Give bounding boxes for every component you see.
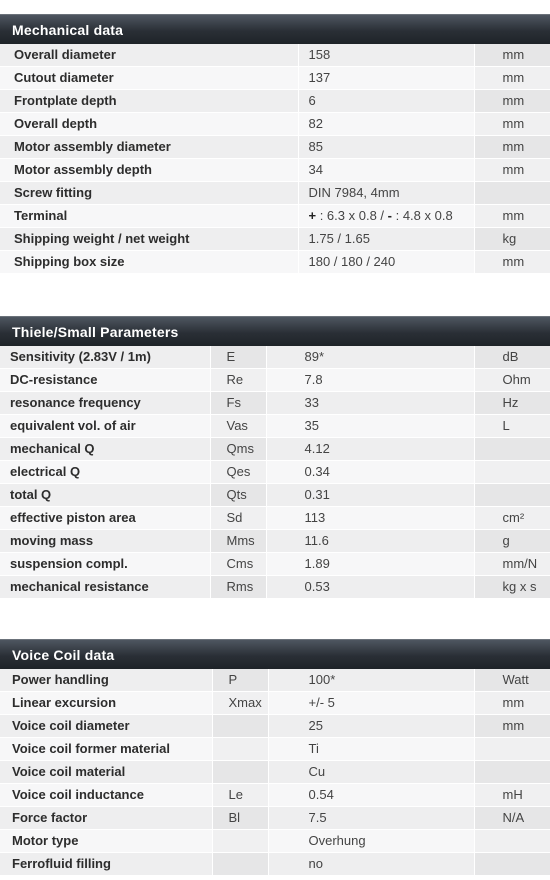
table-row	[0, 205, 550, 228]
row-label: effective piston area	[0, 507, 210, 530]
row-label: Screw fitting	[0, 182, 298, 205]
table-row	[0, 853, 550, 876]
table-row	[0, 67, 550, 90]
mechanical-data-table	[0, 44, 550, 274]
row-label: total Q	[0, 484, 210, 507]
row-unit: Hz	[474, 392, 550, 415]
row-value: 137	[298, 67, 474, 90]
row-symbol: Re	[210, 369, 266, 392]
table-row	[0, 90, 550, 113]
row-unit: Ohm	[474, 369, 550, 392]
table-row	[0, 113, 550, 136]
row-value: Overhung	[268, 830, 474, 853]
row-symbol: Mms	[210, 530, 266, 553]
table-row	[0, 784, 550, 807]
row-symbol	[212, 738, 268, 761]
row-symbol	[212, 761, 268, 784]
row-unit: kg x s	[474, 576, 550, 599]
row-symbol: Qes	[210, 461, 266, 484]
row-unit: Watt	[474, 669, 550, 692]
table-row	[0, 44, 550, 67]
row-label: mechanical Q	[0, 438, 210, 461]
row-unit: kg	[474, 228, 550, 251]
row-label: Frontplate depth	[0, 90, 298, 113]
row-label: Voice coil material	[0, 761, 212, 784]
row-symbol: Le	[212, 784, 268, 807]
row-value: 180 / 180 / 240	[298, 251, 474, 274]
table-row	[0, 692, 550, 715]
row-symbol: Qms	[210, 438, 266, 461]
row-unit: mH	[474, 784, 550, 807]
row-value: 0.53	[266, 576, 474, 599]
row-value: 89*	[266, 346, 474, 369]
voice-coil-section	[0, 639, 550, 876]
row-label: Voice coil former material	[0, 738, 212, 761]
table-row	[0, 438, 550, 461]
row-value: Ti	[268, 738, 474, 761]
row-symbol: Vas	[210, 415, 266, 438]
row-label: Shipping box size	[0, 251, 298, 274]
table-row	[0, 182, 550, 205]
row-value: 7.5	[268, 807, 474, 830]
row-value: 34	[298, 159, 474, 182]
table-row	[0, 807, 550, 830]
row-label: Power handling	[0, 669, 212, 692]
row-unit	[474, 761, 550, 784]
row-value: DIN 7984, 4mm	[298, 182, 474, 205]
row-unit: g	[474, 530, 550, 553]
row-unit: mm/N	[474, 553, 550, 576]
row-label: Ferrofluid filling	[0, 853, 212, 876]
table-row	[0, 415, 550, 438]
voice-coil-table	[0, 669, 550, 876]
table-row	[0, 159, 550, 182]
row-label: Motor assembly diameter	[0, 136, 298, 159]
row-label: equivalent vol. of air	[0, 415, 210, 438]
row-unit: mm	[474, 113, 550, 136]
row-label: Cutout diameter	[0, 67, 298, 90]
thiele-small-table	[0, 346, 550, 599]
row-symbol: E	[210, 346, 266, 369]
row-value: 7.8	[266, 369, 474, 392]
row-label: electrical Q	[0, 461, 210, 484]
row-unit: mm	[474, 159, 550, 182]
row-symbol: Rms	[210, 576, 266, 599]
table-row	[0, 715, 550, 738]
row-symbol: Sd	[210, 507, 266, 530]
row-symbol: Cms	[210, 553, 266, 576]
row-label: suspension compl.	[0, 553, 210, 576]
terminal-plus-symbol: +	[308, 208, 317, 223]
row-symbol	[212, 830, 268, 853]
row-label: Sensitivity (2.83V / 1m)	[0, 346, 210, 369]
row-unit: mm	[474, 715, 550, 738]
table-row	[0, 136, 550, 159]
row-unit: mm	[474, 90, 550, 113]
row-label: DC-resistance	[0, 369, 210, 392]
row-value: 1.89	[266, 553, 474, 576]
table-row	[0, 530, 550, 553]
row-value: 1.75 / 1.65	[298, 228, 474, 251]
row-label: Motor assembly depth	[0, 159, 298, 182]
thiele-small-section	[0, 316, 550, 599]
row-label: Voice coil diameter	[0, 715, 212, 738]
table-row	[0, 761, 550, 784]
row-value: 25	[268, 715, 474, 738]
row-symbol	[212, 853, 268, 876]
row-unit: L	[474, 415, 550, 438]
table-row	[0, 507, 550, 530]
row-unit	[474, 853, 550, 876]
row-label: mechanical resistance	[0, 576, 210, 599]
row-unit: mm	[474, 67, 550, 90]
row-value: 33	[266, 392, 474, 415]
row-value: 4.12	[266, 438, 474, 461]
thiele-small-title: Thiele/Small Parameters	[0, 316, 550, 346]
table-row	[0, 669, 550, 692]
table-row	[0, 392, 550, 415]
row-symbol: Bl	[212, 807, 268, 830]
row-label: moving mass	[0, 530, 210, 553]
row-symbol: P	[212, 669, 268, 692]
row-label: resonance frequency	[0, 392, 210, 415]
table-row	[0, 346, 550, 369]
row-value: 113	[266, 507, 474, 530]
table-row	[0, 251, 550, 274]
row-value: 0.34	[266, 461, 474, 484]
table-row	[0, 461, 550, 484]
table-row	[0, 830, 550, 853]
row-symbol: Fs	[210, 392, 266, 415]
row-value: 35	[266, 415, 474, 438]
row-label: Overall depth	[0, 113, 298, 136]
row-unit: mm	[474, 692, 550, 715]
row-label: Shipping weight / net weight	[0, 228, 298, 251]
row-symbol: Qts	[210, 484, 266, 507]
row-unit: mm	[474, 251, 550, 274]
row-symbol: Xmax	[212, 692, 268, 715]
terminal-minus-value: : 4.8 x 0.8	[391, 208, 453, 223]
row-value: 85	[298, 136, 474, 159]
mechanical-data-title: Mechanical data	[0, 14, 550, 44]
table-row	[0, 576, 550, 599]
row-value: 0.54	[268, 784, 474, 807]
table-row	[0, 228, 550, 251]
row-value	[298, 205, 474, 228]
row-unit	[474, 484, 550, 507]
terminal-plus-value: : 6.3 x 0.8 /	[316, 208, 388, 223]
row-unit: cm²	[474, 507, 550, 530]
row-label: Force factor	[0, 807, 212, 830]
row-label: Overall diameter	[0, 44, 298, 67]
row-value: 158	[298, 44, 474, 67]
mechanical-data-section	[0, 14, 550, 274]
row-label: Motor type	[0, 830, 212, 853]
row-value: 0.31	[266, 484, 474, 507]
table-row	[0, 738, 550, 761]
terminal-minus-symbol: -	[387, 208, 392, 223]
row-unit: N/A	[474, 807, 550, 830]
row-value: 100*	[268, 669, 474, 692]
row-unit	[474, 461, 550, 484]
row-value: 11.6	[266, 530, 474, 553]
row-value: no	[268, 853, 474, 876]
row-symbol	[212, 715, 268, 738]
row-unit: mm	[474, 44, 550, 67]
row-label: Voice coil inductance	[0, 784, 212, 807]
row-unit: mm	[474, 205, 550, 228]
table-row	[0, 553, 550, 576]
table-row	[0, 484, 550, 507]
row-unit: mm	[474, 136, 550, 159]
table-row	[0, 369, 550, 392]
row-value: 6	[298, 90, 474, 113]
row-value: 82	[298, 113, 474, 136]
row-unit	[474, 738, 550, 761]
row-unit	[474, 830, 550, 853]
row-label: Terminal	[0, 205, 298, 228]
row-unit	[474, 438, 550, 461]
voice-coil-title: Voice Coil data	[0, 639, 550, 669]
row-value: +/- 5	[268, 692, 474, 715]
row-value: Cu	[268, 761, 474, 784]
row-unit: dB	[474, 346, 550, 369]
row-unit	[474, 182, 550, 205]
row-label: Linear excursion	[0, 692, 212, 715]
